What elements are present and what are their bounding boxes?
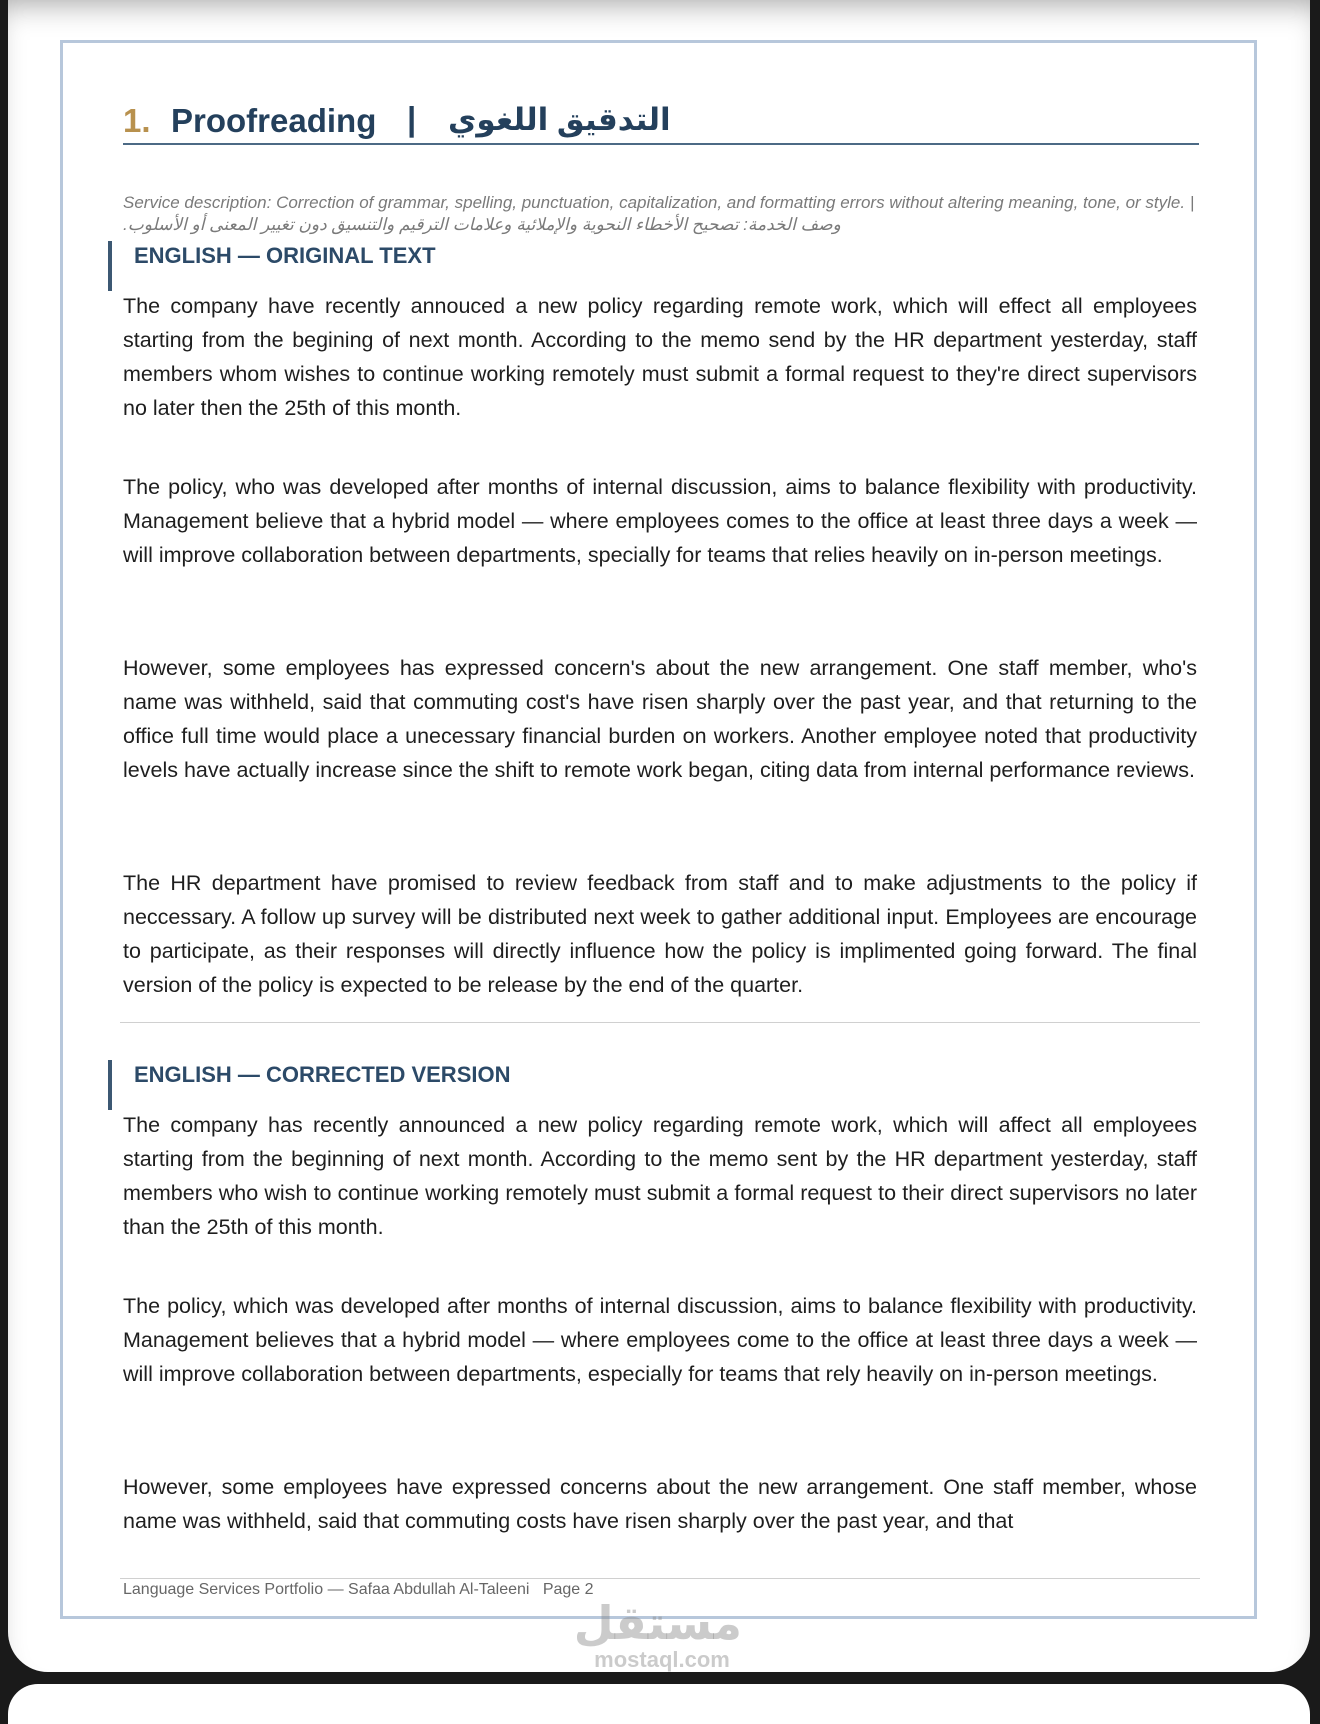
watermark-english: mostaql.com: [594, 1647, 730, 1672]
section-title-english: Proofreading: [171, 102, 377, 139]
original-text-heading: ENGLISH — ORIGINAL TEXT: [108, 241, 436, 291]
original-paragraph: The company have recently annouced a new policy regarding remote work, which will effect all employees starting from the begining of next month. According to the memo send by the HR department yesterday, staff members whom wishes to continue working remotely must submit a formal request to they're direct supervisors no later then the 25th of this month.: [123, 294, 1197, 420]
title-separator: |: [407, 100, 417, 137]
service-description-arabic: | وصف الخدمة: تصحيح الأخطاء النحوية والإملائية وعلامات الترقيم والتنسيق دون تغيير المعنى أو الأسلوب.: [123, 193, 1195, 234]
next-page-edge: [8, 1684, 1310, 1724]
section-number: 1.: [123, 102, 151, 139]
service-description: [123, 192, 1199, 236]
original-paragraph: The HR department have promised to review feedback from staff and to make adjustments to the policy if neccessary. A follow up survey will be distributed next week to gather additional input. Employees are encourage to participate, as their responses will directly influence how the policy is implimented going forward. The final version of the policy is expected to be release by the end of the quarter.: [123, 871, 1197, 997]
original-paragraph: The policy, who was developed after months of internal discussion, aims to balance flexibility with productivity. Management believe that a hybrid model — where employees comes to the office at least three days a week — will improve collaboration between departments, specially for teams that relies heavily on in-person meetings.: [123, 475, 1197, 567]
corrected-paragraph: The company has recently announced a new policy regarding remote work, which will affect all employees starting from the beginning of next month. According to the memo sent by the HR department yesterday, staff members who wish to continue working remotely must submit a formal request to their direct supervisors no later than the 25th of this month.: [123, 1113, 1197, 1239]
corrected-paragraph: However, some employees have expressed concerns about the new arrangement. One staff member, whose name was withheld, said that commuting costs have risen sharply over the past year, and that: [123, 1475, 1197, 1533]
section-title: [123, 100, 1199, 145]
corrected-version-heading: ENGLISH — CORRECTED VERSION: [108, 1060, 510, 1110]
page-footer: Language Services Portfolio — Safaa Abdullah Al-Taleeni Page 2: [123, 1581, 594, 1598]
watermark-arabic: مستقل: [573, 1597, 742, 1649]
section-divider: [120, 1022, 1200, 1023]
footer-divider: [120, 1578, 1200, 1579]
original-paragraph: However, some employees has expressed concern's about the new arrangement. One staff member, who's name was withheld, said that commuting cost's have risen sharply over the past year, and that returning to the office full time would place a unecessary financial burden on workers. Another employee noted that productivity levels have actually increase since the shift to remote work began, citing data from internal performance reviews.: [123, 656, 1197, 782]
service-description-english: Service description: Correction of grammar, spelling, punctuation, capitalization, and formatting errors without altering meaning, tone, or style.: [123, 193, 1186, 212]
section-title-arabic: التدقيق اللغوي: [448, 102, 671, 137]
watermark: [573, 1597, 742, 1672]
corrected-paragraph: The policy, which was developed after months of internal discussion, aims to balance flexibility with productivity. Management believes that a hybrid model — where employees come to the office at least three days a week — will improve collaboration between departments, especially for teams that rely heavily on in-person meetings.: [123, 1294, 1197, 1386]
